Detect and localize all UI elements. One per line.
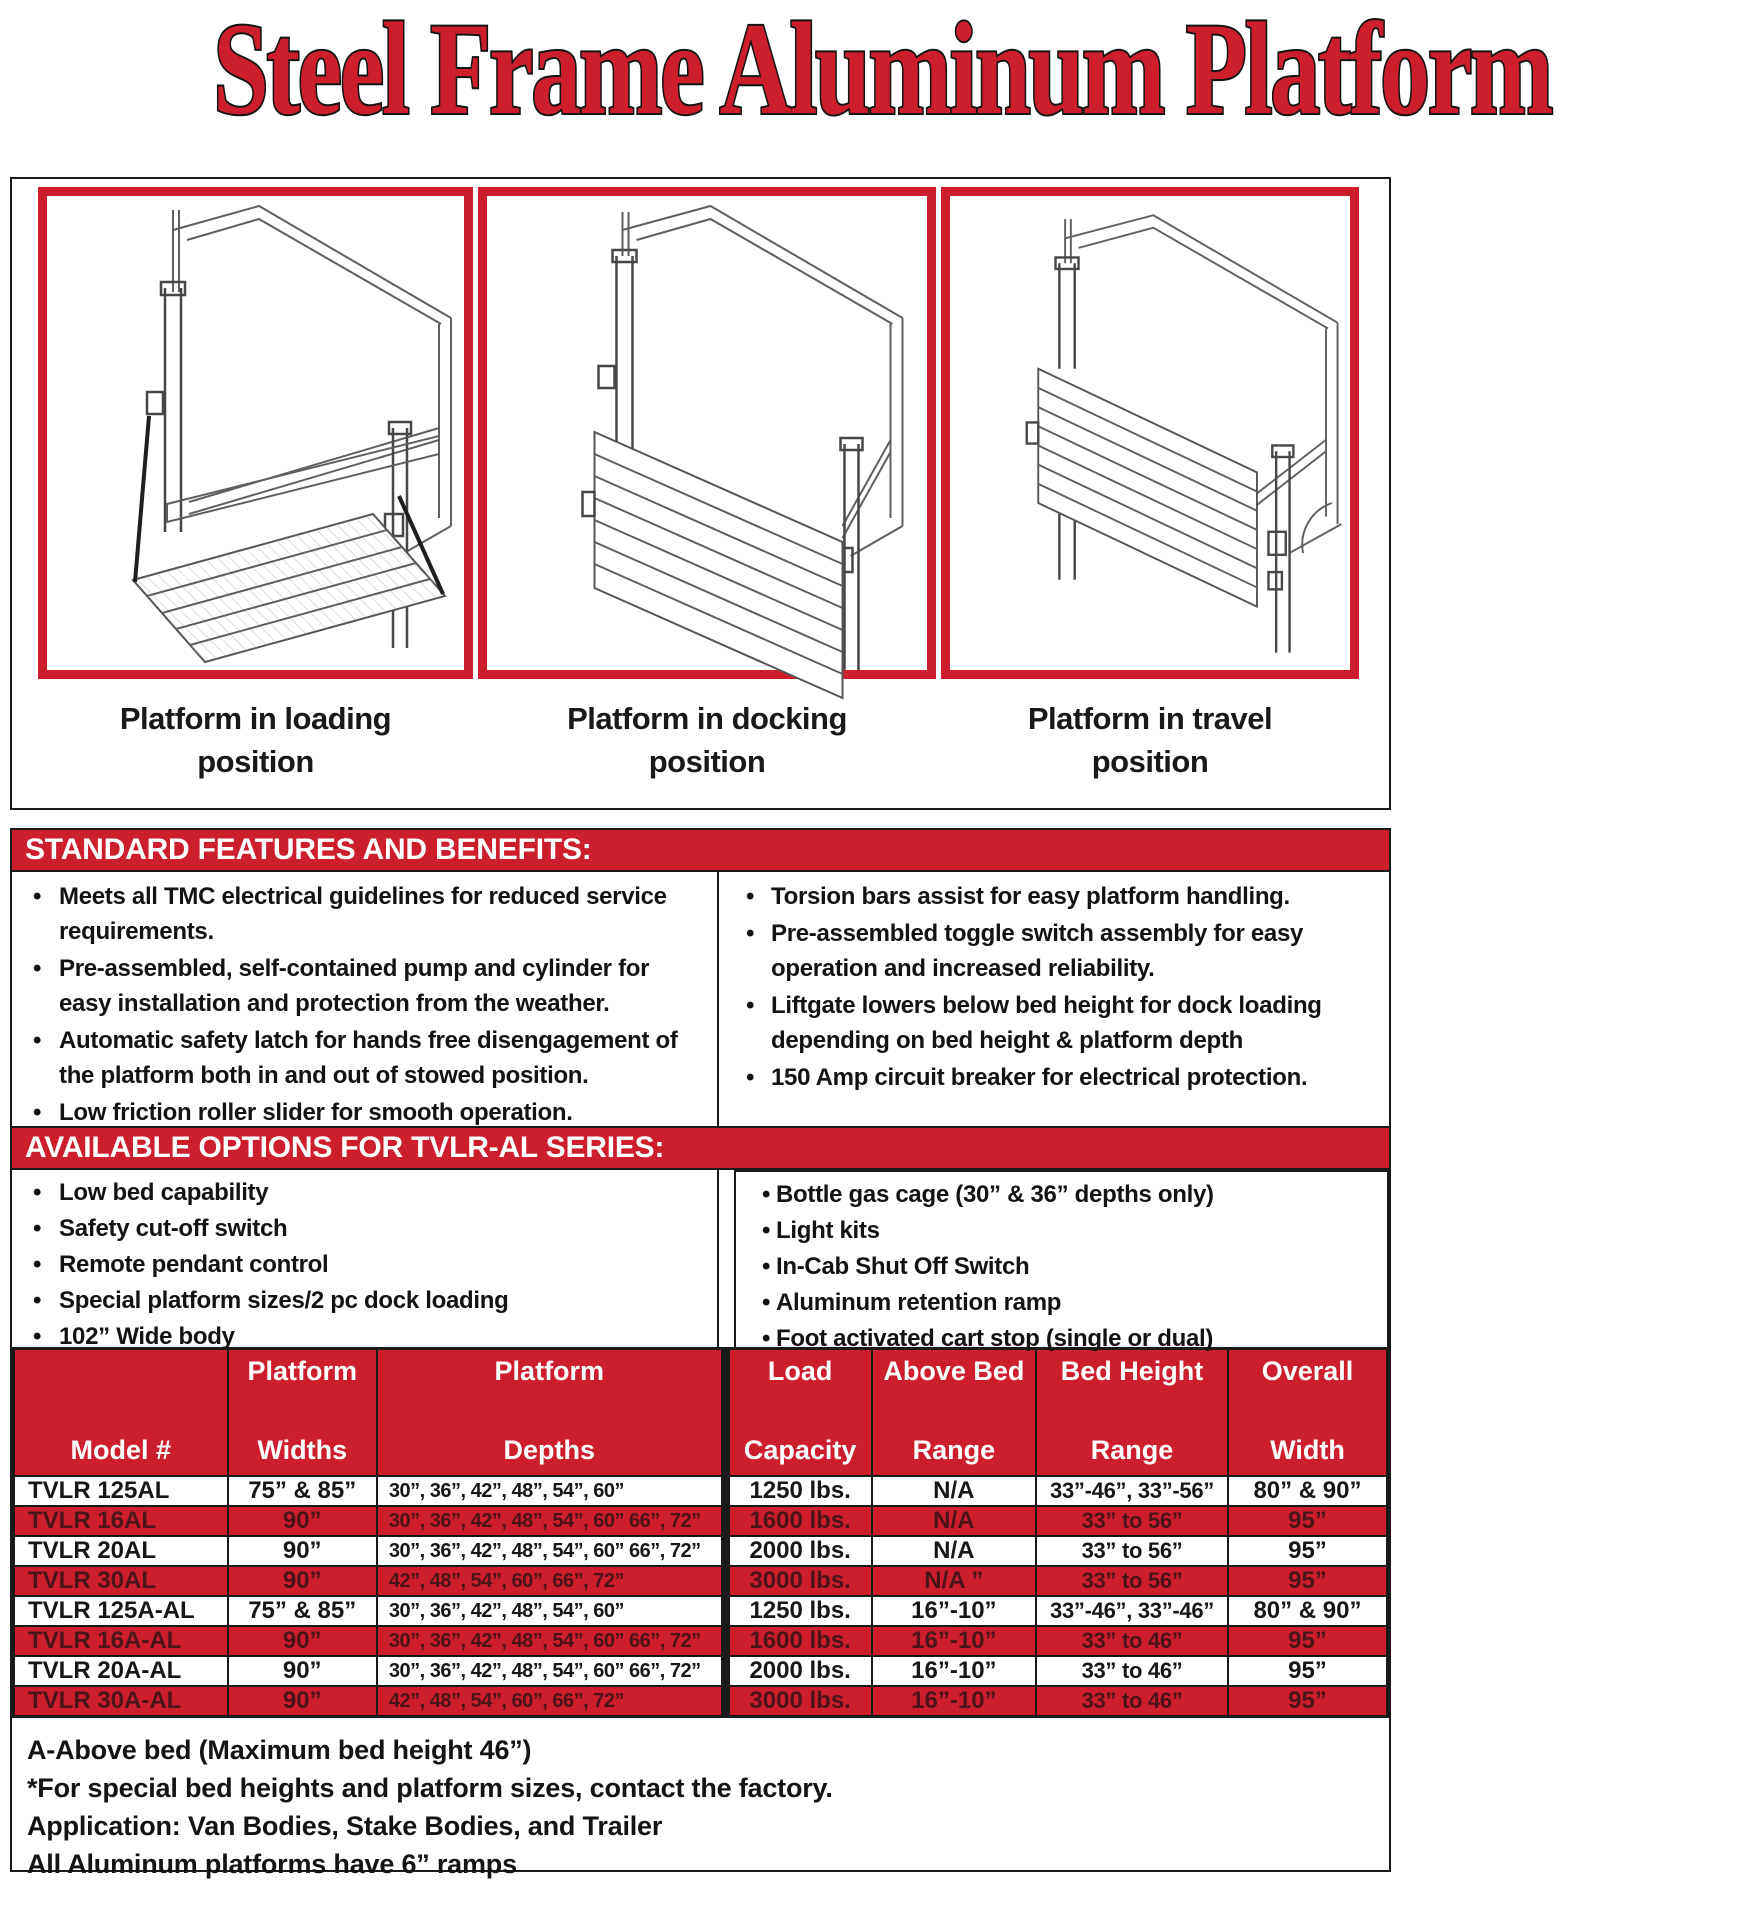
table-header-row — [14, 1349, 1388, 1477]
figure-loading — [38, 187, 473, 783]
table-row: TVLR 125AL 75” & 85” 30”, 36”, 42”, 48”, 54”, 60” 1250 lbs. N/A 33”-46”, 33”-56” 80” & 90” — [14, 1476, 1388, 1506]
option-item: • Low bed capability — [12, 1176, 717, 1210]
table-row: TVLR 20AL 90” 30”, 36”, 42”, 48”, 54”, 60” 66”, 72” 2000 lbs. N/A 33” to 56” 95” — [14, 1536, 1388, 1566]
note-line: A-Above bed (Maximum bed height 46”) — [27, 1735, 532, 1765]
options-header-label: AVAILABLE OPTIONS FOR TVLR-AL SERIES: — [25, 1131, 665, 1164]
table-column-header: Model # — [14, 1349, 228, 1477]
table-column-header: Platform Widths — [228, 1349, 377, 1477]
features-header-bar — [12, 828, 1389, 872]
figure-travel-caption: Platform in travel position — [1027, 701, 1273, 779]
page-title-text: Steel Frame Aluminum Platform — [213, 0, 1552, 142]
option-item: • In-Cab Shut Off Switch — [736, 1250, 1387, 1284]
figures-panel — [10, 177, 1391, 810]
option-item: • Foot activated cart stop (single or dual) — [736, 1322, 1387, 1356]
page-title — [0, 0, 1552, 142]
option-item: • Safety cut-off switch — [12, 1212, 717, 1246]
option-item: • Bottle gas cage (30” & 36” depths only) — [736, 1178, 1387, 1212]
option-item: • Special platform sizes/2 pc dock loading — [12, 1284, 717, 1318]
feature-item: • 150 Amp circuit breaker for electrical protection. — [719, 1060, 1389, 1095]
footer-notes — [12, 1718, 1389, 1883]
figure-travel-frame — [941, 187, 1359, 679]
feature-item: • Meets all TMC electrical guidelines for reduced service requirements. — [12, 879, 717, 949]
table-row: TVLR 20A-AL 90” 30”, 36”, 42”, 48”, 54”, 60” 66”, 72” 2000 lbs. 16”-10” 33” to 46” 95” — [14, 1656, 1388, 1686]
feature-item: • Pre-assembled toggle switch assembly for easy operation and increased reliability. — [719, 916, 1389, 986]
table-row: TVLR 16A-AL 90” 30”, 36”, 42”, 48”, 54”, 60” 66”, 72” 1600 lbs. 16”-10” 33” to 46” 95” — [14, 1626, 1388, 1656]
table-row: TVLR 30A-AL 90” 42”, 48”, 54”, 60”, 66”, 72” 3000 lbs. 16”-10” 33” to 46” 95” — [14, 1686, 1388, 1717]
figures-row — [12, 179, 1389, 783]
note-line: *For special bed heights and platform sizes, contact the factory. — [27, 1773, 833, 1803]
note-line: All Aluminum platforms have 6” ramps — [27, 1849, 517, 1879]
features-header-label: STANDARD FEATURES AND BENEFITS: — [25, 833, 592, 866]
table-row: TVLR 125A-AL 75” & 85” 30”, 36”, 42”, 48”, 54”, 60” 1250 lbs. 16”-10” 33”-46”, 33”-46” 80” & 90” — [14, 1596, 1388, 1626]
options-left-column — [12, 1170, 717, 1350]
option-item: • 102” Wide body — [12, 1320, 717, 1354]
figure-docking-frame — [478, 187, 936, 679]
figure-loading-frame — [38, 187, 473, 679]
figure-loading-caption: Platform in loading position — [119, 701, 392, 779]
table-column-header: Overall Width — [1228, 1349, 1388, 1477]
figure-travel — [941, 187, 1359, 783]
feature-item: • Torsion bars assist for easy platform handling. — [719, 879, 1389, 914]
model-spec-table — [12, 1347, 1389, 1718]
feature-item: • Pre-assembled, self-contained pump and cylinder for easy installation and protection from the weather. — [12, 951, 717, 1021]
table-column-header: Above Bed Range — [872, 1349, 1037, 1477]
table-column-header: Platform Depths — [377, 1349, 725, 1477]
table-column-header: Bed Height Range — [1036, 1349, 1228, 1477]
option-item: • Aluminum retention ramp — [736, 1286, 1387, 1320]
table-row: TVLR 16AL 90” 30”, 36”, 42”, 48”, 54”, 60” 66”, 72” 1600 lbs. N/A 33” to 56” 95” — [14, 1506, 1388, 1536]
options-body — [12, 1170, 1389, 1352]
table-column-header: Load Capacity — [725, 1349, 871, 1477]
content-sections — [10, 828, 1391, 1879]
liftgate-travel-illustration — [950, 196, 1350, 670]
option-item: • Remote pendant control — [12, 1248, 717, 1282]
features-body — [12, 872, 1389, 1126]
feature-item: • Automatic safety latch for hands free disengagement of the platform both in and out of stowed position. — [12, 1023, 717, 1093]
feature-item: • Liftgate lowers below bed height for dock loading depending on bed height & platform depth — [719, 988, 1389, 1058]
options-right-column — [717, 1170, 1389, 1352]
note-line: Application: Van Bodies, Stake Bodies, and Trailer — [27, 1811, 663, 1841]
feature-item: • Low friction roller slider for smooth operation. — [12, 1095, 717, 1130]
figure-docking — [478, 187, 936, 783]
features-right-column — [717, 872, 1389, 1126]
option-item: • Light kits — [736, 1214, 1387, 1248]
figure-docking-caption: Platform in docking position — [567, 701, 847, 779]
options-header-bar — [12, 1126, 1389, 1170]
options-right-box — [734, 1170, 1389, 1352]
table-row: TVLR 30AL 90” 42”, 48”, 54”, 60”, 66”, 72” 3000 lbs. N/A ” 33” to 56” 95” — [14, 1566, 1388, 1596]
liftgate-loading-illustration — [47, 196, 464, 670]
features-left-column — [12, 872, 717, 1126]
liftgate-docking-illustration — [487, 196, 927, 670]
